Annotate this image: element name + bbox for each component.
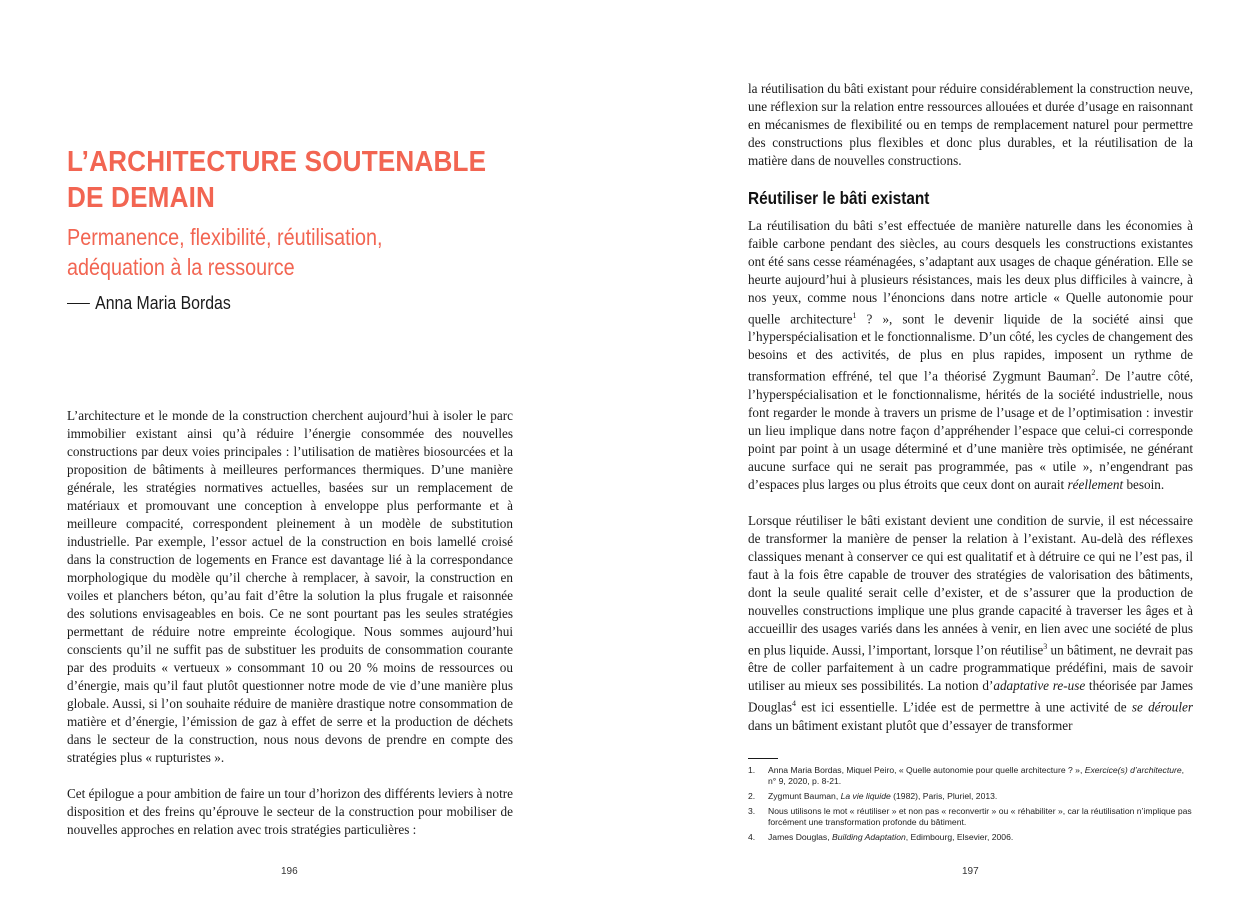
p2-text-g: dans un bâtiment existant plutôt que d’essayer de transformer bbox=[748, 717, 1073, 733]
p1-text-b: ? », sont le devenir liquide de la société ainsi que l’hyperspécialisation et le fonctionnalisme. D’un côté, les cycles de changement des besoins et des activités, de plus en plus rapides, imposent un rythme de transformation effréné, tel que l’a théorisé Zygmunt Bauman bbox=[748, 311, 1193, 384]
p1-text-c: . De l’autre côté, l’hyperspécialisation et le fonctionnalisme, hérités de la société industrielle, nous font regarder le monde à travers un prisme de l’usage et de l’optimisation : investir un lieu implique dans notre façon d’appréhender l’espace que celui-ci corresponde point par point à un usage déterminé et d’une manière très optimisée, ne générant aucune surface qui ne serait pas programmée, pas « utile », n’engendrant pas d’espaces plus larges ou plus étroits que ceux dont on aurait bbox=[748, 368, 1193, 492]
chapter-title-line-2: DE DEMAIN bbox=[67, 182, 216, 214]
left-paragraph-1: L’architecture et le monde de la construction cherchent aujourd’hui à isoler le parc immobilier existant ainsi qu’à réduire l’énergie consommée des nouvelles constructions par deux voies principales : l’utilisation de matières biosourcées et la proposition de bâtiments à meilleures performances thermiques. D’une manière générale, les stratégies normatives actuelles, basées sur un remplacement de matériaux et promouvant une conception à enveloppe plus performante et à meilleure compacité, correspondent pleinement à un modèle de substitution industrielle. Par exemple, l’essor actuel de la construction en bois lamellé croisé dans la construction de logements en France est davantage lié à la correspondance morphologique du modèle qu’il cherche à remplacer, à savoir, la construction en voiles et planchers béton, qu’au fait d’être la solution la plus frugale et raisonnée des solutions envisageables en bois. Ce ne sont pourtant pas les seules stratégies permettant de réduire notre empreinte écologique. Nous sommes aujourd’hui conscients qu’il ne suffit pas de substituer les produits de consommation courante par des produits « vertueux » consommant 10 ou 20 % moins de ressources ou d’énergie, mais qu’il faut plutôt questionner notre mode de vie d’une manière plus globale. Aussi, si l’on souhaite réduire de manière drastique notre consommation de matière et d’énergie, l’émission de gaz à effet de serre et la production de déchets dans le secteur de la construction, nous nous devons de prendre en compte des stratégies plus « rupturistes ». bbox=[67, 408, 513, 765]
p2-text-e: est ici essentielle. L’idée est de permettre à une activité de bbox=[795, 699, 1132, 715]
chapter-subtitle bbox=[67, 222, 549, 282]
right-intro-paragraph: la réutilisation du bâti existant pour réduire considérablement la construction neuve, une réflexion sur la relation entre ressources allouées et durée d’usage en raisonnant en mécanismes de flexibilité ou en temps de remplacement naturel pour permettre des constructions plus flexibles et donc plus durables, et la réutilisation de la matière dans de nouvelles constructions. bbox=[748, 81, 1193, 168]
p2-text-d: théorisée par James Douglas bbox=[748, 678, 1193, 715]
chapter-subtitle-line-2: adéquation à la ressource bbox=[67, 254, 295, 280]
page-number-right: 197 bbox=[962, 866, 979, 877]
footnote-1-italic: Exercice(s) d’architecture bbox=[1084, 765, 1182, 775]
footnote-2 bbox=[748, 791, 1193, 802]
footnote-4-text-b: , Edimbourg, Elsevier, 2006. bbox=[905, 832, 1014, 842]
page-number-left: 196 bbox=[281, 866, 298, 877]
p2-italic-1: adaptative re-use bbox=[993, 678, 1086, 694]
footnote-2-text-a: Zygmunt Bauman, bbox=[768, 791, 841, 801]
footnote-rule bbox=[748, 758, 778, 759]
footnote-ref-2: 2 bbox=[1091, 368, 1096, 378]
footnote-2-text-b: (1982), Paris, Pluriel, 2013. bbox=[890, 791, 998, 801]
chapter-title-line-1: L’ARCHITECTURE SOUTENABLE bbox=[67, 146, 487, 178]
left-body-text bbox=[67, 407, 513, 839]
footnote-2-italic: La vie liquide bbox=[840, 791, 891, 801]
footnote-text bbox=[768, 832, 1193, 843]
author-name: Anna Maria Bordas bbox=[95, 293, 231, 313]
footnote-ref-1: 1 bbox=[852, 311, 857, 320]
footnote-text bbox=[768, 806, 1193, 828]
chapter-subtitle-line-1: Permanence, flexibilité, réutilisation, bbox=[67, 224, 383, 250]
footnote-number: 4. bbox=[748, 832, 756, 842]
right-paragraph-1 bbox=[748, 217, 1193, 494]
footnote-number: 1. bbox=[748, 765, 756, 775]
p2-italic-2: se dérouler bbox=[1131, 699, 1193, 715]
author-dash bbox=[67, 303, 90, 304]
footnote-4-text-a: James Douglas, bbox=[768, 832, 833, 842]
author-line bbox=[67, 291, 231, 315]
footnotes bbox=[748, 765, 1193, 847]
footnote-1-text-b: , n° 9, 2020, p. 8-21. bbox=[768, 765, 1185, 786]
footnote-number: 2. bbox=[748, 791, 756, 801]
footnote-text bbox=[768, 765, 1193, 787]
footnote-number: 3. bbox=[748, 806, 756, 816]
section-heading: Réutiliser le bâti existant bbox=[748, 188, 930, 208]
chapter-title bbox=[67, 144, 535, 216]
footnote-3-text-a: Nous utilisons le mot « réutiliser » et non pas « reconvertir » ou « réhabiliter », car la réutilisation n’implique pas forcément une transformation profonde du bâtiment. bbox=[768, 806, 1192, 827]
p2-text-b: un bâtiment, ne devrait pas être de coller parfaitement à un cadre programmatique prédéfini, mais de savoir utiliser au mieux ses possibilités. La notion d’ bbox=[748, 642, 1193, 694]
right-paragraph-2 bbox=[748, 512, 1193, 735]
left-paragraph-2: Cet épilogue a pour ambition de faire un tour d’horizon des différents leviers à notre disposition et des freins qu’éprouve le secteur de la construction pour mobiliser de nouvelles approches en relation avec trois stratégies particulières : bbox=[67, 786, 513, 837]
footnote-4-italic: Building Adaptation bbox=[832, 832, 906, 842]
footnote-3 bbox=[748, 806, 1193, 828]
p2-text-a: Lorsque réutiliser le bâti existant devient une condition de survie, il est nécessaire de transformer la manière de penser la relation à l’existant. Au-delà des réflexes classiques menant à conserver ce qui est qualitatif et à détruire ce qui ne l’est pas, il faut à la fois être capable de trouver des stratégies de valorisation des bâtiments, dont la seule qualité serait celle d’exister, et de s’assurer que la production de nouvelles constructions implique une plus grande capacité à traverser les âges et à accueillir des usages variés dans les années à venir, en lien avec une société de plus en plus liquide. Aussi, l’important, lorsque l’on réutilise bbox=[748, 512, 1193, 658]
footnote-1-text-a: Anna Maria Bordas, Miquel Peiro, « Quelle autonomie pour quelle architecture ? », bbox=[768, 765, 1085, 775]
footnote-4 bbox=[748, 832, 1193, 843]
footnote-ref-4: 4 bbox=[791, 699, 796, 709]
right-body-text bbox=[748, 80, 1193, 735]
p1-italic: réellement bbox=[1067, 476, 1124, 492]
footnote-ref-3: 3 bbox=[1043, 641, 1048, 651]
footnote-text bbox=[768, 791, 1193, 802]
p1-text-e: besoin. bbox=[1123, 476, 1165, 492]
p1-text-a: La réutilisation du bâti s’est effectuée de manière naturelle dans les économies à faible carbone pendant des siècles, au cours desquels les constructions existantes ont été sans cesse réaménagées, s’adaptant aux usages de chaque génération. Elle se heurte aujourd’hui à plusieurs résistances, mais les deux plus difficiles à vaincre, à nos yeux, comme nous l’énoncions dans notre article « Quelle autonomie pour quelle architecture bbox=[748, 218, 1193, 327]
footnote-1 bbox=[748, 765, 1193, 787]
